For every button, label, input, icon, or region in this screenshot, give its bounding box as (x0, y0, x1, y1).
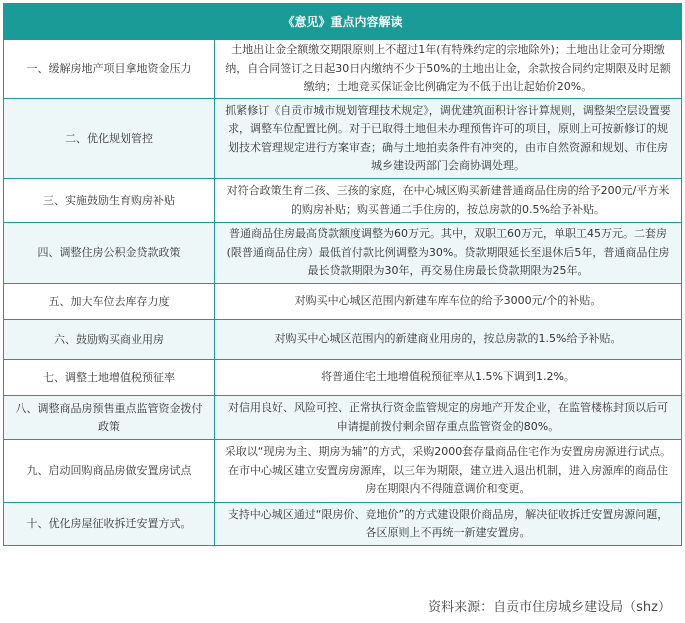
row-content: 对购买中心城区范围内的新建商业用房的，按总房款的1.5%给予补贴。 (274, 332, 622, 346)
row-content: 对购买中心城区范围内新建车库车位的给予3000元/个的补贴。 (294, 294, 602, 308)
row-content: 对符合政策生育二孩、三孩的家庭，在中心城区购买新建普通商品住房的给予200元/平方米的购房补贴；购买普通二手住房的，按总房款的0.5%给予补贴。 (226, 184, 670, 216)
row-label: 三、实施鼓励生育购房补贴 (4, 179, 215, 222)
table-row (4, 439, 681, 502)
table-row (4, 319, 681, 359)
table-row (4, 178, 681, 222)
row-content: 土地出让金全额缴交期限原则上不超过1年(有特殊约定的宗地除外)；土地出让金可分期缴纳，自合同签订之日起30日内缴纳不少于50%的土地出让金，余款按合同约定期限及时足额缴纳；土地竞买保证金比例确定为不低于出让起始价20%。 (225, 43, 671, 94)
row-label: 七、调整土地增值税预征率 (4, 360, 215, 395)
table-row (4, 502, 681, 545)
table-row (4, 222, 681, 283)
row-label: 二、优化规划管控 (4, 99, 215, 178)
source-note: 资料来源：自贡市住房城乡建设局（shz） (428, 600, 671, 615)
row-label: 五、加大车位去库存力度 (4, 284, 215, 319)
row-label: 四、调整住房公积金贷款政策 (4, 223, 215, 283)
table-row (4, 98, 681, 178)
row-content: 普通商品住房最高贷款额度调整为60万元。其中，双职工60万元，单职工45万元。二套房(限普通商品住房）最低首付款比例调整为30%。贷款期限延长至退休后5年，普通商品住房最长贷款期限为30年，再交易住房最长贷款期限为25年。 (226, 227, 670, 278)
table-row (4, 283, 681, 319)
row-label: 八、调整商品房预售重点监管资金拨付政策 (4, 396, 215, 439)
row-label: 十、优化房屋征收拆迁安置方式。 (4, 503, 215, 545)
table-row (4, 395, 681, 439)
row-content: 对信用良好、风险可控、正常执行资金监管规定的房地产开发企业，在监管楼栋封顶以后可申请提前拨付剩余留存重点监管资金的80%。 (228, 401, 668, 433)
row-content: 采取以“现房为主、期房为辅”的方式，采购2000套存量商品住宅作为安置房房源进行试点。在市中心城区建立安置房房源库，以三年为期限，建立进入退出机制，进入房源库的商品住房在期限内不得随意调价和变更。 (224, 445, 672, 496)
table-title: 《意见》重点内容解读 (4, 4, 681, 39)
row-label: 六、鼓励购买商业用房 (4, 320, 215, 359)
row-content: 将普通住宅土地增值税预征率从1.5%下调到1.2%。 (321, 370, 575, 384)
row-label: 一、缓解房地产项目拿地资金压力 (4, 40, 215, 98)
row-label: 九、启动回购商品房做安置房试点 (4, 440, 215, 502)
table-row (4, 39, 681, 98)
table-row (4, 359, 681, 395)
policy-table (3, 3, 682, 546)
row-content: 支持中心城区通过“限房价、竞地价”的方式建设限价商品房，解决征收拆迁安置房源问题，各区原则上不再统一新建安置房。 (227, 507, 669, 539)
row-content: 抓紧修订《自贡市城市规划管理技术规定》，调优建筑面积计容计算规则，调整架空层设置要求，调整车位配置比例。对于已取得土地但未办理预售许可的项目，原则上可按新修订的规划技术管理规定进行方案审查；确与土地拍卖条件有冲突的，由市自然资源和规划、市住房城乡建设两部门会商协调处理。 (225, 103, 671, 172)
